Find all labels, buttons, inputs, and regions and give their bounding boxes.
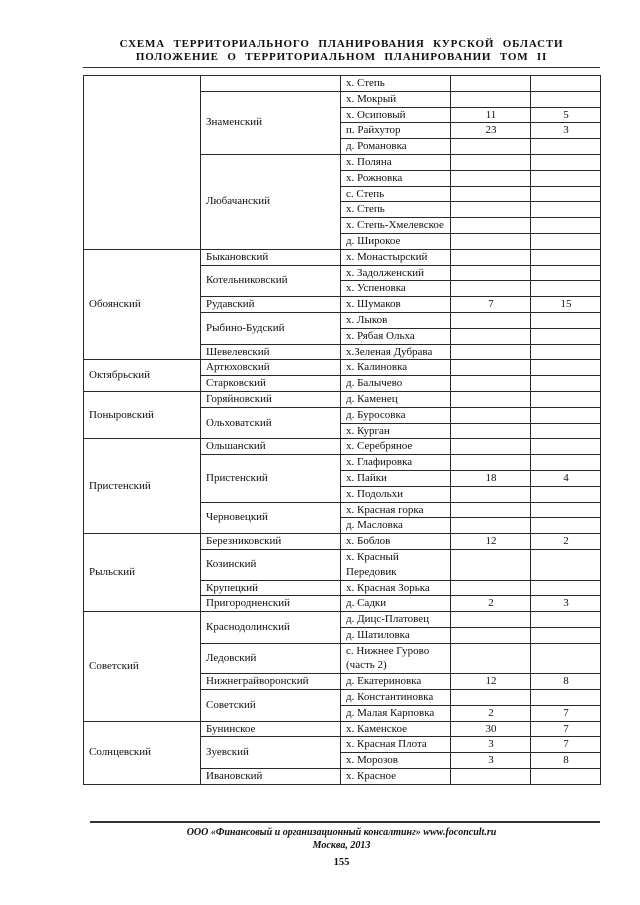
table-row xyxy=(84,439,601,455)
settlement-cell: х. Осиповый xyxy=(341,107,451,123)
settlements-table xyxy=(83,75,601,785)
value-cell-2 xyxy=(531,360,601,376)
settlement-cell: д. Малая Карповка xyxy=(341,705,451,721)
settlement-cell: д. Широкое xyxy=(341,233,451,249)
table-row xyxy=(84,360,601,376)
settlement-cell: д. Садки xyxy=(341,596,451,612)
value-cell-1 xyxy=(451,502,531,518)
value-cell-2 xyxy=(531,769,601,785)
value-cell-2 xyxy=(531,91,601,107)
value-cell-2: 4 xyxy=(531,470,601,486)
value-cell-2 xyxy=(531,407,601,423)
value-cell-2 xyxy=(531,76,601,92)
settlement-cell: х. Курган xyxy=(341,423,451,439)
value-cell-2 xyxy=(531,139,601,155)
value-cell-1: 7 xyxy=(451,297,531,313)
header-rule xyxy=(83,67,600,68)
value-cell-2 xyxy=(531,627,601,643)
municipality-cell: Быкановский xyxy=(201,249,341,265)
value-cell-2: 7 xyxy=(531,705,601,721)
settlement-cell: х. Степь xyxy=(341,202,451,218)
value-cell-2 xyxy=(531,549,601,580)
value-cell-1 xyxy=(451,455,531,471)
municipality-cell: Ольховатский xyxy=(201,407,341,439)
settlement-cell: д. Константиновка xyxy=(341,690,451,706)
settlement-cell: х. Монастырский xyxy=(341,249,451,265)
district-cell: Поныровский xyxy=(84,391,201,438)
settlement-cell: х. Рябая Ольха xyxy=(341,328,451,344)
settlement-cell: х. Рожновка xyxy=(341,170,451,186)
settlement-cell: х. Красная Зорька xyxy=(341,580,451,596)
value-cell-1: 12 xyxy=(451,534,531,550)
settlement-cell: х. Мокрый xyxy=(341,91,451,107)
value-cell-1 xyxy=(451,486,531,502)
value-cell-2 xyxy=(531,391,601,407)
value-cell-2 xyxy=(531,376,601,392)
table-row xyxy=(84,391,601,407)
value-cell-2 xyxy=(531,518,601,534)
settlement-cell: п. Райхутор xyxy=(341,123,451,139)
district-cell: Пристенский xyxy=(84,439,201,534)
settlement-cell: д. Шатиловка xyxy=(341,627,451,643)
value-cell-2: 5 xyxy=(531,107,601,123)
value-cell-2 xyxy=(531,439,601,455)
municipality-cell: Горяйновский xyxy=(201,391,341,407)
settlement-cell: х. Подольхи xyxy=(341,486,451,502)
value-cell-2 xyxy=(531,328,601,344)
value-cell-1 xyxy=(451,407,531,423)
value-cell-2 xyxy=(531,202,601,218)
district-cell: Советский xyxy=(84,612,201,722)
value-cell-1: 3 xyxy=(451,753,531,769)
municipality-cell: Рудавский xyxy=(201,297,341,313)
settlement-cell: х. Задолженский xyxy=(341,265,451,281)
document-header xyxy=(83,38,600,64)
settlement-cell: с. Степь xyxy=(341,186,451,202)
settlement-cell: д. Каменец xyxy=(341,391,451,407)
settlement-cell: х. Лыков xyxy=(341,312,451,328)
settlement-cell: х. Степь xyxy=(341,76,451,92)
settlement-cell: х. Пайки xyxy=(341,470,451,486)
value-cell-1: 18 xyxy=(451,470,531,486)
value-cell-2 xyxy=(531,502,601,518)
district-cell: Солнцевский xyxy=(84,721,201,784)
table-row xyxy=(84,612,601,628)
municipality-cell xyxy=(201,76,341,92)
municipality-cell: Рыбино-Будский xyxy=(201,312,341,344)
settlement-cell: х. Красное xyxy=(341,769,451,785)
settlement-cell: д. Романовка xyxy=(341,139,451,155)
value-cell-1 xyxy=(451,423,531,439)
value-cell-1: 11 xyxy=(451,107,531,123)
value-cell-1 xyxy=(451,549,531,580)
value-cell-1 xyxy=(451,186,531,202)
settlement-cell: с. Нижнее Гурово (часть 2) xyxy=(341,643,451,674)
value-cell-1 xyxy=(451,580,531,596)
value-cell-2 xyxy=(531,423,601,439)
value-cell-1 xyxy=(451,643,531,674)
settlement-cell: х. Глафировка xyxy=(341,455,451,471)
table-row xyxy=(84,534,601,550)
municipality-cell: Шевелевский xyxy=(201,344,341,360)
value-cell-1 xyxy=(451,139,531,155)
value-cell-2: 7 xyxy=(531,721,601,737)
value-cell-2: 7 xyxy=(531,737,601,753)
settlement-cell: д. Екатериновка xyxy=(341,674,451,690)
settlement-cell: х. Серебряное xyxy=(341,439,451,455)
municipality-cell: Ивановский xyxy=(201,769,341,785)
municipality-cell: Пригородненский xyxy=(201,596,341,612)
value-cell-2 xyxy=(531,580,601,596)
settlement-cell: х. Поляна xyxy=(341,154,451,170)
document-footer xyxy=(83,826,600,869)
value-cell-1: 12 xyxy=(451,674,531,690)
value-cell-2: 15 xyxy=(531,297,601,313)
municipality-cell: Пристенский xyxy=(201,455,341,502)
value-cell-2 xyxy=(531,233,601,249)
value-cell-2 xyxy=(531,344,601,360)
municipality-cell: Знаменский xyxy=(201,91,341,154)
value-cell-2: 8 xyxy=(531,674,601,690)
district-cell: Октябрьский xyxy=(84,360,201,392)
value-cell-1 xyxy=(451,439,531,455)
page-number: 155 xyxy=(333,857,350,868)
value-cell-2 xyxy=(531,186,601,202)
value-cell-1 xyxy=(451,76,531,92)
value-cell-2 xyxy=(531,249,601,265)
municipality-cell: Советский xyxy=(201,690,341,722)
value-cell-1 xyxy=(451,249,531,265)
settlement-cell: х. Красный Передовик xyxy=(341,549,451,580)
value-cell-2 xyxy=(531,612,601,628)
municipality-cell: Ольшанский xyxy=(201,439,341,455)
municipality-cell: Черновецкий xyxy=(201,502,341,534)
value-cell-2: 3 xyxy=(531,123,601,139)
document-subtitle: ПОЛОЖЕНИЕ О ТЕРРИТОРИАЛЬНОМ ПЛАНИРОВАНИИ ТОМ II xyxy=(135,51,548,63)
settlement-cell: х. Морозов xyxy=(341,753,451,769)
value-cell-1 xyxy=(451,612,531,628)
value-cell-2 xyxy=(531,643,601,674)
document-title: СХЕМА ТЕРРИТОРИАЛЬНОГО ПЛАНИРОВАНИЯ КУРСКОЙ ОБЛАСТИ xyxy=(119,38,564,50)
municipality-cell: Бунинское xyxy=(201,721,341,737)
table-row xyxy=(84,76,601,92)
settlement-cell: д. Дицс-Платовец xyxy=(341,612,451,628)
municipality-cell: Зуевский xyxy=(201,737,341,769)
settlement-cell: х. Степь-Хмелевское xyxy=(341,218,451,234)
value-cell-2: 3 xyxy=(531,596,601,612)
municipality-cell: Котельниковский xyxy=(201,265,341,297)
value-cell-2 xyxy=(531,455,601,471)
value-cell-2 xyxy=(531,170,601,186)
settlement-cell: х. Калиновка xyxy=(341,360,451,376)
value-cell-1 xyxy=(451,769,531,785)
district-cell: Обоянский xyxy=(84,249,201,360)
value-cell-1 xyxy=(451,202,531,218)
value-cell-1 xyxy=(451,91,531,107)
settlement-cell: д. Буросовка xyxy=(341,407,451,423)
settlement-cell: х. Шумаков xyxy=(341,297,451,313)
value-cell-2: 2 xyxy=(531,534,601,550)
footer-company: ООО «Финансовый и организационный консалтинг» www.foconcult.ru xyxy=(186,827,497,838)
district-cell xyxy=(84,76,201,250)
value-cell-2 xyxy=(531,281,601,297)
value-cell-2 xyxy=(531,265,601,281)
value-cell-1 xyxy=(451,154,531,170)
value-cell-2 xyxy=(531,690,601,706)
municipality-cell: Ледовский xyxy=(201,643,341,674)
settlement-cell: д. Масловка xyxy=(341,518,451,534)
value-cell-1 xyxy=(451,312,531,328)
value-cell-2 xyxy=(531,486,601,502)
municipality-cell: Краснодолинский xyxy=(201,612,341,644)
settlement-cell: х. Красная Плота xyxy=(341,737,451,753)
settlement-cell: х.Зеленая Дубрава xyxy=(341,344,451,360)
value-cell-1 xyxy=(451,265,531,281)
district-cell: Рыльский xyxy=(84,534,201,612)
value-cell-1: 2 xyxy=(451,705,531,721)
municipality-cell: Старковский xyxy=(201,376,341,392)
table-body xyxy=(84,76,601,785)
value-cell-1 xyxy=(451,281,531,297)
table-row xyxy=(84,249,601,265)
value-cell-1 xyxy=(451,218,531,234)
footer-rule xyxy=(90,821,600,823)
value-cell-1 xyxy=(451,376,531,392)
settlement-cell: х. Красная горка xyxy=(341,502,451,518)
value-cell-1 xyxy=(451,170,531,186)
value-cell-1 xyxy=(451,627,531,643)
settlement-cell: х. Боблов xyxy=(341,534,451,550)
value-cell-2 xyxy=(531,154,601,170)
value-cell-1 xyxy=(451,391,531,407)
municipality-cell: Артюховский xyxy=(201,360,341,376)
settlement-cell: д. Балычево xyxy=(341,376,451,392)
value-cell-1: 3 xyxy=(451,737,531,753)
municipality-cell: Нижнеграйворонский xyxy=(201,674,341,690)
value-cell-1 xyxy=(451,360,531,376)
value-cell-1: 2 xyxy=(451,596,531,612)
municipality-cell: Березниковский xyxy=(201,534,341,550)
municipality-cell: Любачанский xyxy=(201,154,341,249)
value-cell-1 xyxy=(451,344,531,360)
municipality-cell: Козинский xyxy=(201,549,341,580)
settlement-cell: х. Успеновка xyxy=(341,281,451,297)
footer-city-year: Москва, 2013 xyxy=(312,840,371,851)
municipality-cell: Крупецкий xyxy=(201,580,341,596)
settlement-cell: х. Каменское xyxy=(341,721,451,737)
value-cell-2 xyxy=(531,312,601,328)
table-row xyxy=(84,721,601,737)
value-cell-1 xyxy=(451,328,531,344)
value-cell-1 xyxy=(451,518,531,534)
value-cell-1: 30 xyxy=(451,721,531,737)
value-cell-1 xyxy=(451,690,531,706)
value-cell-1 xyxy=(451,233,531,249)
value-cell-2 xyxy=(531,218,601,234)
value-cell-1: 23 xyxy=(451,123,531,139)
value-cell-2: 8 xyxy=(531,753,601,769)
